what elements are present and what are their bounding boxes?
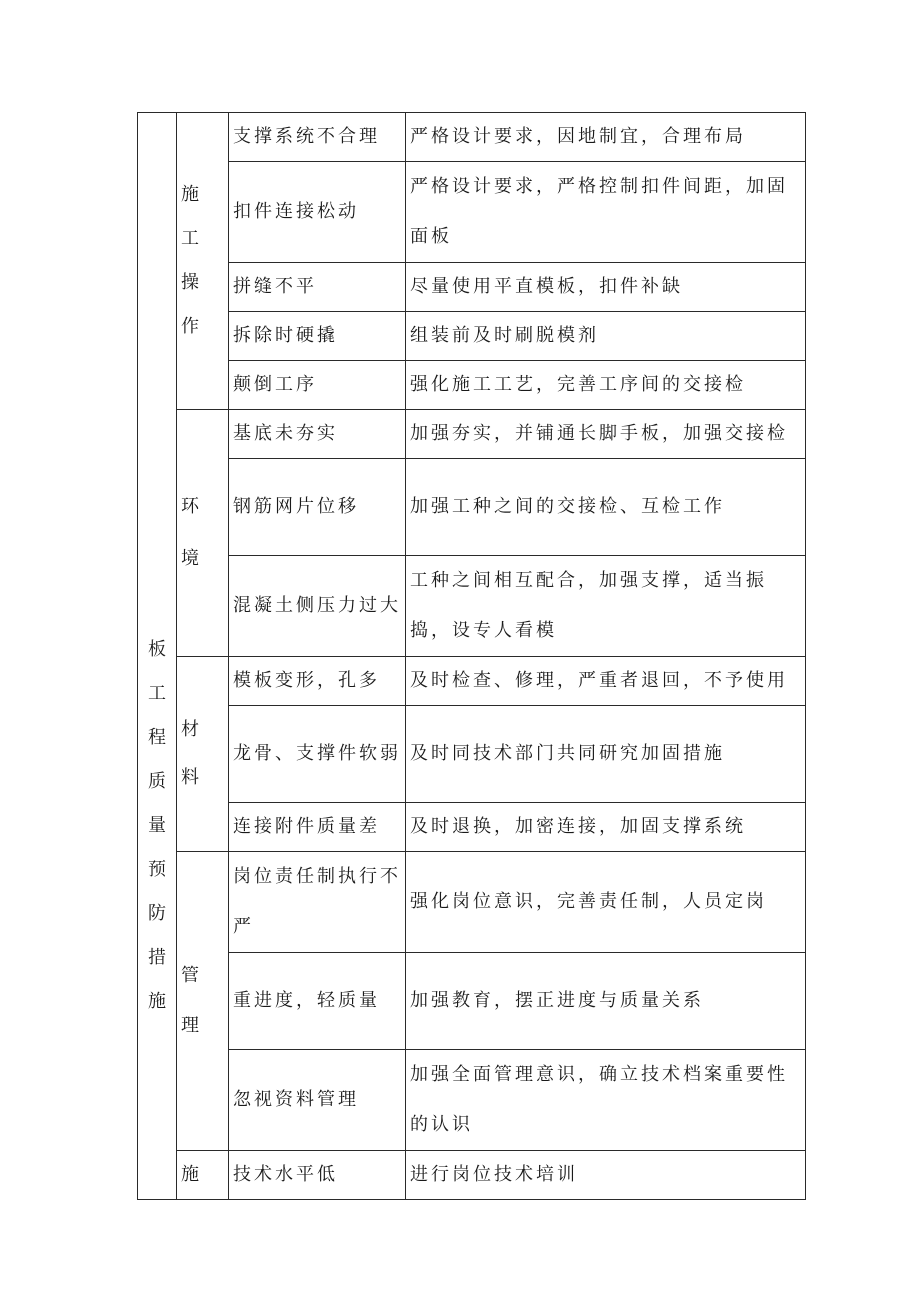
measure-cell: 严格设计要求，严格控制扣件间距，加固面板 (406, 162, 806, 263)
table-row (138, 113, 806, 162)
measure-cell: 及时退换，加密连接，加固支撑系统 (406, 803, 806, 852)
issue-cell: 钢筋网片位移 (229, 459, 406, 556)
issue-cell: 龙骨、支撑件软弱 (229, 706, 406, 803)
table-row (138, 312, 806, 361)
issue-cell: 混凝土侧压力过大 (229, 556, 406, 657)
subcategory-cell (177, 410, 229, 657)
table-row (138, 953, 806, 1050)
issue-cell: 拆除时硬撬 (229, 312, 406, 361)
subcategory-cell (177, 113, 229, 410)
table-row (138, 459, 806, 556)
table-row (138, 410, 806, 459)
category-char: 量 (148, 815, 166, 836)
issue-cell: 技术水平低 (229, 1151, 406, 1200)
category-char: 施 (148, 991, 166, 1012)
measure-cell: 强化岗位意识，完善责任制，人员定岗 (406, 852, 806, 953)
subcategory-label: 环境 (181, 496, 199, 569)
measure-cell: 加强夯实，并铺通长脚手板，加强交接检 (406, 410, 806, 459)
subcategory-label: 施工操作 (181, 184, 201, 337)
measure-cell: 工种之间相互配合，加强支撑，适当振捣，设专人看模 (406, 556, 806, 657)
table-row (138, 706, 806, 803)
measure-cell: 加强教育，摆正进度与质量关系 (406, 953, 806, 1050)
table-row (138, 1050, 806, 1151)
subcategory-cell (177, 1151, 229, 1200)
category-char: 措 (148, 947, 166, 968)
category-char: 质 (148, 771, 166, 792)
subcategory-label: 管理 (181, 965, 199, 1036)
table-row (138, 1151, 806, 1200)
issue-cell: 忽视资料管理 (229, 1050, 406, 1151)
issue-cell: 扣件连接松动 (229, 162, 406, 263)
table-row (138, 803, 806, 852)
measure-cell: 加强工种之间的交接检、互检工作 (406, 459, 806, 556)
measure-cell: 及时同技术部门共同研究加固措施 (406, 706, 806, 803)
issue-cell: 基底未夯实 (229, 410, 406, 459)
category-char: 程 (148, 727, 166, 748)
table-row (138, 657, 806, 706)
subcategory-cell (177, 852, 229, 1151)
subcategory-cell (177, 657, 229, 852)
measure-cell: 及时检查、修理，严重者退回，不予使用 (406, 657, 806, 706)
measure-cell: 尽量使用平直模板，扣件补缺 (406, 263, 806, 312)
category-cell (138, 113, 177, 1200)
category-char: 工 (148, 683, 166, 704)
measure-cell: 组装前及时刷脱模剂 (406, 312, 806, 361)
issue-cell: 岗位责任制执行不严 (229, 852, 406, 953)
issue-cell: 模板变形，孔多 (229, 657, 406, 706)
category-char: 预 (148, 859, 166, 880)
table-row (138, 361, 806, 410)
quality-prevention-table (137, 112, 806, 1200)
issue-cell: 拼缝不平 (229, 263, 406, 312)
measure-cell: 加强全面管理意识，确立技术档案重要性的认识 (406, 1050, 806, 1151)
issue-cell: 支撑系统不合理 (229, 113, 406, 162)
measure-cell: 强化施工工艺，完善工序间的交接检 (406, 361, 806, 410)
table-row (138, 162, 806, 263)
table-row (138, 263, 806, 312)
subcategory-label: 施 (181, 1164, 199, 1185)
category-char: 板 (148, 639, 166, 660)
category-char: 防 (148, 903, 166, 924)
issue-cell: 重进度，轻质量 (229, 953, 406, 1050)
measure-cell: 严格设计要求，因地制宜，合理布局 (406, 113, 806, 162)
subcategory-label: 材料 (181, 719, 199, 788)
issue-cell: 颠倒工序 (229, 361, 406, 410)
table-row (138, 852, 806, 953)
table-row (138, 556, 806, 657)
measure-cell: 进行岗位技术培训 (406, 1151, 806, 1200)
issue-cell: 连接附件质量差 (229, 803, 406, 852)
